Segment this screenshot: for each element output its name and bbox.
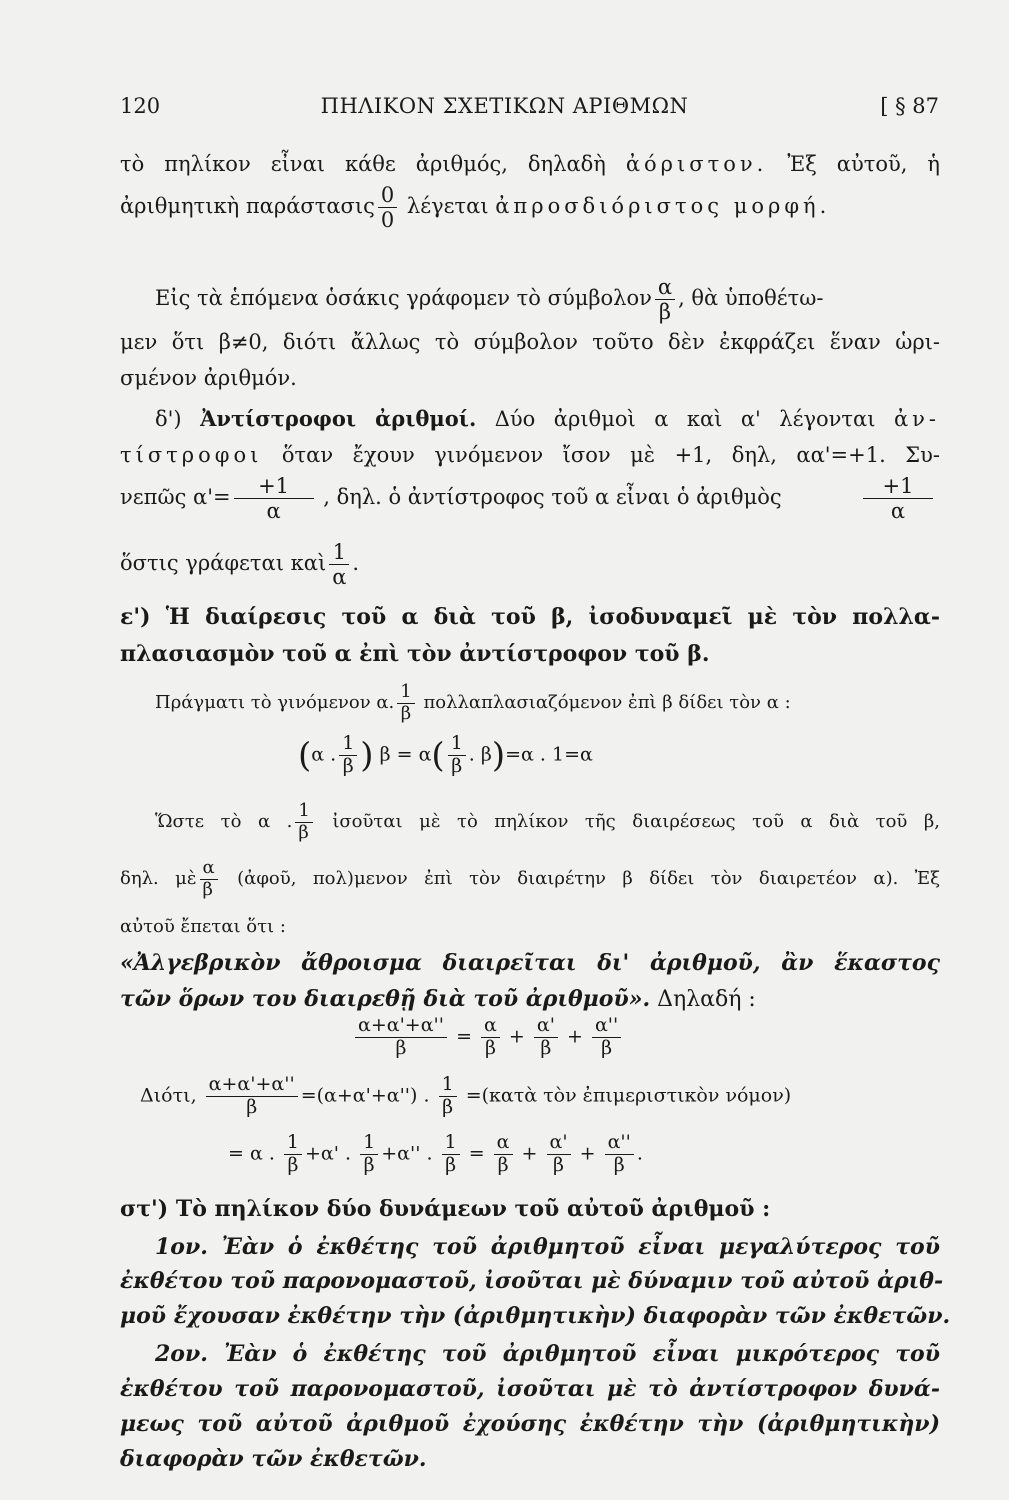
fraction-zero-over-zero: $\frac{0}{0}$ xyxy=(378,183,397,232)
running-title: ΠΗΛΙΚΟΝ ΣΧΕΤΙΚΩΝ ΑΡΙΘΜΩΝ xyxy=(320,94,689,118)
fraction-plus1-over-alpha: $\frac{+1}{\alpha}$ xyxy=(234,474,314,523)
p2-line1: Εἰς τὰ ἑπόμενα ὁσάκις γράφομεν τὸ σύμβολον $\frac{\alpha}{\beta}$ , θὰ ὑποθέτω- xyxy=(155,275,824,325)
fraction-alpha-over-beta: $\frac{\alpha}{\beta}$ xyxy=(655,275,675,324)
p5-quote-line1: «Ἀλγεβρικὸν ἄθροισμα διαιρεῖται δι' ἀριθμοῦ, ἂν ἕκαστος xyxy=(120,950,940,976)
p5-quote-line2: τῶν ὅρων του διαιρεθῇ διὰ τοῦ ἀριθμοῦ». Δηλαδή : xyxy=(120,986,756,1012)
heading-antistrofoi: Ἀντίστροφοι ἀριθμοί. xyxy=(200,406,477,431)
p4-line3: Πράγματι τὸ γινόμενον α. $\frac{1}{\beta}$ πολλαπλασιαζόμενον ἐπὶ β δίδει τὸν α : xyxy=(155,681,791,724)
case2-line4: διαφορὰν τῶν ἐκθετῶν. xyxy=(120,1446,427,1472)
p2-line2: μεν ὅτι β≠0, διότι ἄλλως τὸ σύμβολον τοῦτο δὲν ἐκφράζει ἕναν ὡρι- xyxy=(120,330,940,354)
case2-line1: 2ον. Ἐὰν ὁ ἐκθέτης τοῦ ἀριθμητοῦ εἶναι μικρότερος τοῦ xyxy=(155,1341,940,1367)
equation-sum-division: $\frac{\alpha+\alpha'+\alpha''}{\beta}$ = $\frac{\alpha}{\beta}$ + $\frac{\alpha'}{\beta}$ + $\frac{\alpha''}{\beta}$ xyxy=(352,1015,624,1060)
page-number: 120 xyxy=(120,94,161,118)
equation-dioti: Διότι, $\frac{\alpha+\alpha'+\alpha''}{\beta}$ =(α+α'+α'') . $\frac{1}{\beta}$ =(κατὰ τὸν ἐπιμεριστικὸν νόμον) xyxy=(140,1073,792,1118)
case2-line2: ἐκθέτου τοῦ παρονομαστοῦ, ἰσοῦται μὲ τὸ ἀντίστροφον δυνά- xyxy=(120,1376,940,1402)
p3-line4: ὅστις γράφεται καὶ $\frac{1}{\alpha}$ . xyxy=(120,540,360,590)
p3-line3: νεπῶς α'= $\frac{+1}{\alpha}$ , δηλ. ὁ ἀντίστροφος τοῦ α εἶναι ὁ ἀριθμὸς xyxy=(120,474,782,524)
section-marker: [ § 87 xyxy=(880,94,939,118)
case1-line1: 1ον. Ἐὰν ὁ ἐκθέτης τοῦ ἀριθμητοῦ εἶναι μεγαλύτερος τοῦ xyxy=(155,1234,940,1260)
p3-line1: δ') Ἀντίστροφοι ἀριθμοί. Δύο ἀριθμοὶ α καὶ α' λέγονται ἀν- xyxy=(155,406,940,431)
case1-line2: ἐκθέτου τοῦ παρονομαστοῦ, ἰσοῦται μὲ δύναμιν τοῦ αὐτοῦ ἀριθ- xyxy=(120,1268,944,1294)
p3-line2: τίστροφοι ὅταν ἔχουν γινόμενον ἴσον μὲ +1, δηλ, αα'=+1. Συ- xyxy=(120,443,940,467)
p1-line2: ἀριθμητικὴ παράστασις $\frac{0}{0}$ λέγεται ἀπροσδιόριστος μορφή. xyxy=(120,183,831,233)
fraction-one-over-alpha: $\frac{1}{\alpha}$ xyxy=(329,540,349,589)
emph-aoriston: ἀόριστον. xyxy=(625,152,768,176)
case1-line3: μοῦ ἔχουσαν ἐκθέτην τὴν (ἀριθμητικὴν) διαφορὰν τῶν ἐκθετῶν. xyxy=(120,1303,951,1329)
p1-line1: τὸ πηλίκον εἶναι κάθε ἀριθμός, δηλαδὴ ἀόριστον. Ἐξ αὐτοῦ, ἡ xyxy=(120,152,940,176)
p4-line5: δηλ. μὲ $\frac{\alpha}{\beta}$ (ἀφοῦ, πολ)μενον ἐπὶ τὸν διαιρέτην β δίδει τὸν διαιρετέον α). Ἐξ xyxy=(120,857,940,900)
p4-heading-line2: πλασιασμὸν τοῦ α ἐπὶ τὸν ἀντίστροφον τοῦ β. xyxy=(120,641,710,667)
p6-heading: στ') Τὸ πηλίκον δύο δυνάμεων τοῦ αὐτοῦ ἀριθμοῦ : xyxy=(120,1196,771,1222)
case2-line3: μεως τοῦ αὐτοῦ ἀριθμοῦ ἐχούσης ἐκθέτην τὴν (ἀριθμητικὴν) xyxy=(120,1411,940,1437)
equation-expanded: = α . $\frac{1}{\beta}$ +α' . $\frac{1}{\beta}$ +α'' . $\frac{1}{\beta}$ = $\frac{\alpha}{\beta}$ + $\frac{\alpha'}{\beta}$ + $\frac{\alpha''}{\beta}$ . xyxy=(228,1131,643,1176)
emph-aprosdioristos: ἀπροσδιόριστος μορφή. xyxy=(495,194,831,219)
p4-line6: αὐτοῦ ἔπεται ὅτι : xyxy=(120,916,286,937)
p3-line3-fraction: $\frac{+1}{\alpha}$ xyxy=(860,474,940,523)
p4-line4: Ὥστε τὸ α . $\frac{1}{\beta}$ ἰσοῦται μὲ τὸ πηλίκον τῆς διαιρέσεως τοῦ α διὰ τοῦ β, xyxy=(155,800,940,843)
p4-heading-line1: ε') Ἡ διαίρεσις τοῦ α διὰ τοῦ β, ἰσοδυναμεῖ μὲ τὸν πολλα- xyxy=(120,604,940,630)
equation-reciprocal: (α . $\frac{1}{\beta}$ ) β = α( $\frac{1}{\beta}$ . β)=α . 1=α xyxy=(298,732,593,777)
p2-line3: σμένον ἀριθμόν. xyxy=(120,366,297,390)
